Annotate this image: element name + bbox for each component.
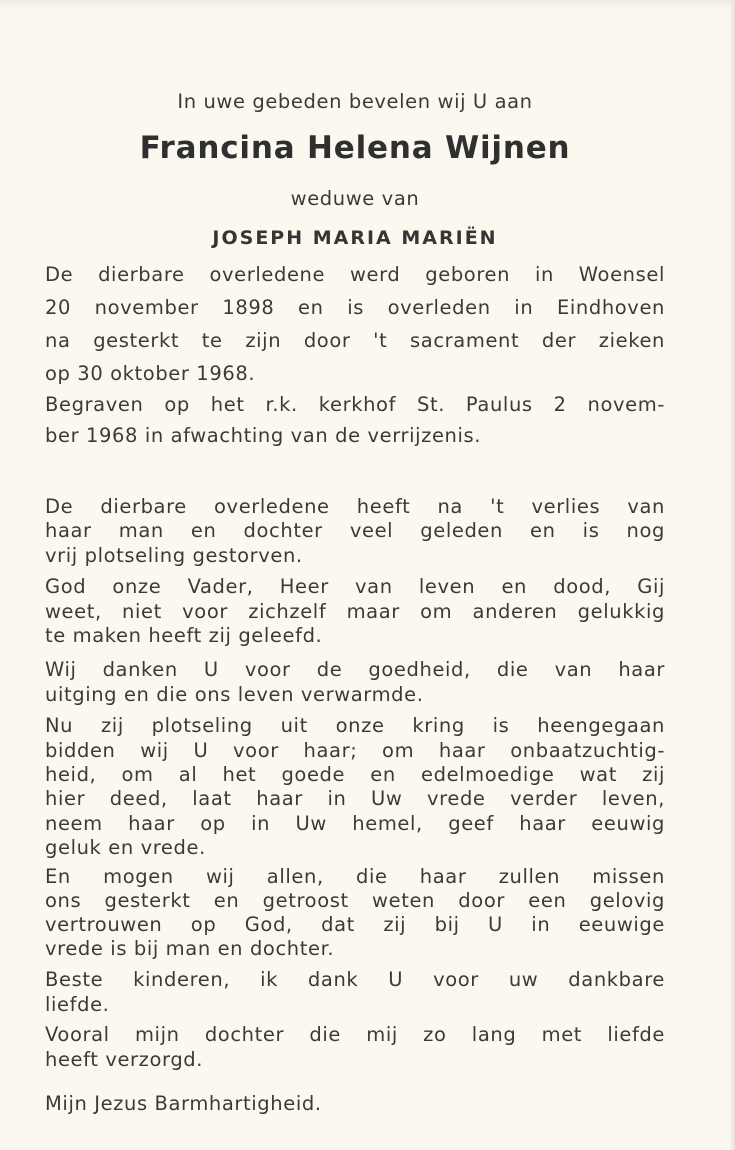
text-line: uitging en die ons leven verwarmde. [45,683,424,706]
bio-line: De dierbare overledene werd geboren in Woensel [45,263,665,286]
text-line: heeft verzorgd. [45,1048,204,1071]
bio-line: Begraven op het r.k. kerkhof St. Paulus 2 novem- [45,393,665,416]
text-line: weet, niet voor zichzelf maar om anderen gelukkig [45,600,665,623]
text-line: vrij plotseling gestorven. [45,544,303,567]
deceased-name: Francina Helena Wijnen [139,130,571,166]
bio-line: na gesterkt te zijn door 't sacrament der zieken [45,329,665,352]
bio-line: ber 1968 in afwachting van de verrijzenis. [45,424,482,447]
text-line: bidden wij U voor haar; om haar onbaatzuchtig- [45,739,665,762]
text-line: liefde. [45,993,110,1016]
text-line: En mogen wij allen, die haar zullen missen [45,865,665,888]
text-line: God onze Vader, Heer van leven en dood, Gij [45,575,665,598]
text-line: vrede is bij man en dochter. [45,937,335,960]
text-line: neem haar op in Uw hemel, geef haar eeuwig [45,812,665,835]
text-line: hier deed, laat haar in Uw vrede verder leven, [45,787,665,810]
text-line: De dierbare overledene heeft na 't verlies van [45,495,665,518]
closing-prayer: Mijn Jezus Barmhartigheid. [45,1092,322,1115]
text-line: Beste kinderen, ik dank U voor uw dankbare [45,968,665,991]
bio-line: 20 november 1898 en is overleden in Eindhoven [45,296,665,319]
text-line: geluk en vrede. [45,836,206,859]
widow-of-line: weduwe van [290,187,420,210]
text-line: te maken heeft zij geleefd. [45,624,323,647]
text-line: Nu zij plotseling uit onze kring is heengegaan [45,714,665,737]
text-line: vertrouwen op God, dat zij bij U in eeuwige [45,913,665,936]
text-line: haar man en dochter veel geleden en is nog [45,519,665,542]
husband-name: JOSEPH MARIA MARIËN [212,227,498,249]
text-line: Wij danken U voor de goedheid, die van haar [45,658,665,681]
intro-line: In uwe gebeden bevelen wij U aan [177,90,533,113]
bio-line: op 30 oktober 1968. [45,362,256,385]
text-line: ons gesterkt en getroost weten door een gelovig [45,889,665,912]
text-line: heid, om al het goede en edelmoedige wat zij [45,763,665,786]
text-line: Vooral mijn dochter die mij zo lang met liefde [45,1023,665,1046]
